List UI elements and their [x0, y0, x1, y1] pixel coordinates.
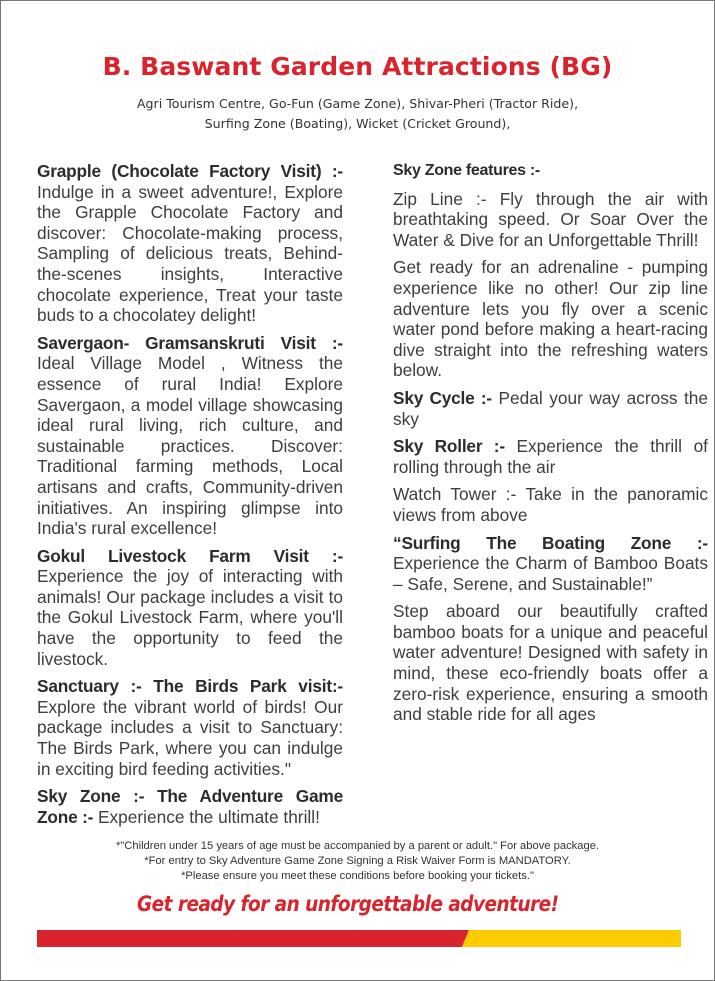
section-lead: Savergaon- Gramsanskruti Visit :-	[37, 332, 343, 353]
footer-color-bar	[37, 930, 681, 947]
item-lead: Sky Cycle :-	[393, 387, 492, 408]
note-conditions: *Please ensure you meet these conditions before booking your tickets."	[181, 870, 534, 882]
section-lead: Sky Zone :- The Adventure Game Zone :-	[37, 786, 343, 827]
section-body: Explore the vibrant world of birds! Our package includes a visit to Sanctuary: The Birds Park, where you can indulge in exciting bird feeding activities."	[37, 696, 343, 779]
sky-zone-features-heading: Sky Zone features :-	[393, 162, 540, 179]
section-lead: Grapple (Chocolate Factory Visit) :-	[37, 161, 343, 181]
boating-zone-item	[393, 533, 708, 595]
item-body: Step aboard our beautifully crafted bamboo boats for a unique and peaceful water adventure! Designed with safety in mind, these eco-friendly boats offer a zero-risk experience, ensuring a smooth and stable ride for all ages	[393, 601, 708, 725]
section-body: Experience the ultimate thrill!	[93, 806, 320, 827]
attractions-summary	[1, 94, 714, 134]
zip-line-detail	[393, 257, 708, 381]
sky-cycle-item	[393, 388, 708, 429]
sanctuary-section	[37, 676, 343, 779]
red-stripe	[37, 930, 469, 947]
item-body: Watch Tower :- Take in the panoramic views from above	[393, 484, 708, 525]
item-body: Zip Line :- Fly through the air with breathtaking speed. Or Soar Over the Water & Dive for an Unforgettable Thrill!	[393, 188, 708, 250]
section-body: Ideal Village Model , Witness the essence of rural India! Explore Savergaon, a model village showcasing ideal rural living, rich culture, and sustainable practices. Discover: Traditional farming methods, Local artisans and crafts, Community-driven initiatives. An inspiring glimpse into India's rural excellence!	[37, 353, 343, 539]
note-children: *"Children under 15 years of age must be accompanied by a parent or adult." For above package.	[115, 840, 600, 852]
item-body: Experience the thrill of rolling through the air	[393, 436, 708, 477]
item-body: Experience the Charm of Bamboo Boats – Safe, Serene, and Sustainable!”	[393, 553, 708, 594]
sky-zone-section	[37, 786, 343, 827]
grapple-section	[37, 161, 343, 326]
section-body: Experience the joy of interacting with animals! Our package includes a visit to the Gokul Livestock Farm, where you'll have the opportunity to feed the livestock.	[37, 566, 343, 669]
terms-notes	[1, 839, 714, 884]
right-column	[393, 161, 708, 732]
item-body: Get ready for an adrenaline - pumping experience like no other! Our zip line adventure lets you fly over a scenic water pond before making a heart-racing dive straight into the refreshing waters below.	[393, 257, 708, 381]
section-lead: Gokul Livestock Farm Visit :-	[37, 545, 343, 566]
subtitle-line-2: Surfing Zone (Boating), Wicket (Cricket Ground),	[204, 116, 511, 131]
boating-detail	[393, 601, 708, 725]
savergaon-section	[37, 333, 343, 539]
page-title: B. Baswant Garden Attractions (BG)	[102, 52, 613, 81]
watch-tower-item	[393, 484, 708, 525]
note-waiver: *For entry to Sky Adventure Game Zone Signing a Risk Waiver Form is MANDATORY.	[144, 855, 571, 867]
color-bar-graphic	[37, 930, 681, 947]
subtitle-line-1: Agri Tourism Centre, Go-Fun (Game Zone), Shivar-Pheri (Tractor Ride),	[136, 96, 579, 111]
tagline: Get ready for an unforgettable adventure!	[137, 892, 559, 916]
zip-line-item	[393, 189, 708, 251]
yellow-stripe	[462, 930, 681, 947]
item-body: Pedal your way across the sky	[393, 387, 709, 429]
sky-roller-item	[393, 436, 708, 477]
section-lead: Sanctuary :- The Birds Park visit:-	[37, 676, 343, 697]
gokul-section	[37, 546, 343, 670]
item-lead: “Surfing The Boating Zone :-	[393, 532, 708, 553]
section-body: Indulge in a sweet adventure!, Explore the Grapple Chocolate Factory and discover: Chocolate-making process, Sampling of delicious treats, Behind-the-scenes insights, Interactive chocolate experience, Treat your taste buds to a chocolatey delight!	[37, 181, 343, 326]
item-lead: Sky Roller :-	[393, 436, 505, 457]
left-column	[37, 161, 343, 834]
